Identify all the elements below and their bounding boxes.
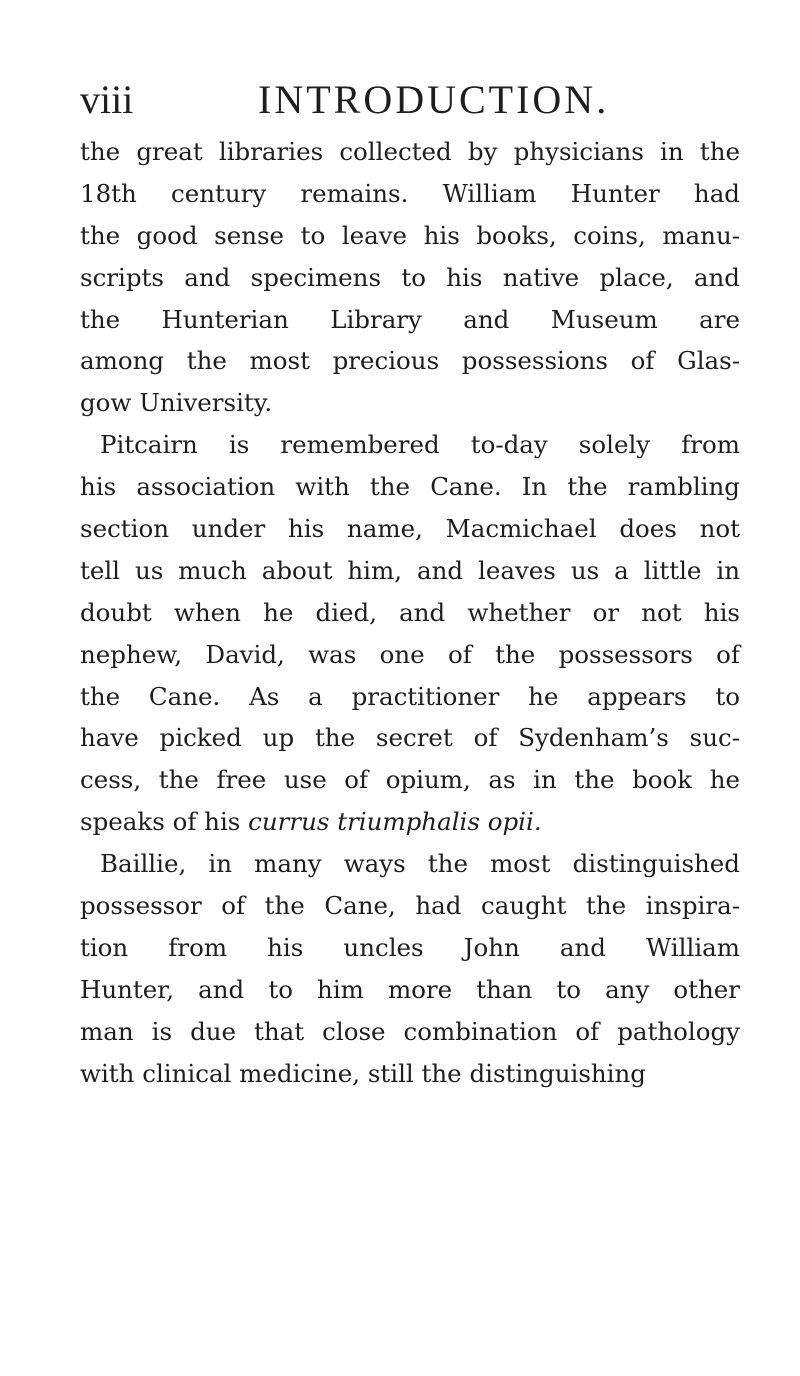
text-line: nephew, David, was one of the possessors of — [80, 639, 740, 669]
text-line: 18th century remains. William Hunter had — [80, 178, 740, 208]
text-line: cess, the free use of opium, as in the book he — [80, 765, 740, 795]
text-line: man is due that close combination of pathology — [80, 1016, 740, 1046]
text-line: Hunter, and to him more than to any other — [80, 974, 740, 1004]
text-line: the good sense to leave his books, coins, manu- — [80, 220, 740, 250]
text-line: the Cane. As a practitioner he appears to — [80, 681, 740, 711]
text-line: scripts and specimens to his native place, and — [80, 262, 740, 292]
running-head — [80, 76, 740, 124]
text-line: tion from his uncles John and William — [80, 932, 740, 962]
text-line: possessor of the Cane, had caught the inspira- — [80, 891, 740, 921]
text-line: tell us much about him, and leaves us a little in — [80, 555, 740, 585]
chapter-title: INTRODUCTION. — [258, 77, 610, 122]
text-line: Pitcairn is remembered to-day solely from — [100, 430, 740, 460]
speaks-prefix: speaks of his — [80, 807, 249, 837]
latin-phrase: currus triumphalis opii. — [248, 807, 542, 837]
text-line: with clinical medicine, still the distinguishing — [80, 1058, 646, 1088]
text-line-speaks — [80, 801, 740, 843]
text-line: his association with the Cane. In the rambling — [80, 472, 740, 502]
text-line: gow University. — [80, 388, 273, 418]
text-line: doubt when he died, and whether or not his — [80, 597, 740, 627]
page-number: viii — [80, 77, 134, 122]
body-text — [80, 131, 740, 1094]
text-line: the great libraries collected by physicians in the — [80, 137, 740, 166]
text-line: Baillie, in many ways the most distinguished — [100, 849, 740, 879]
text-line: section under his name, Macmichael does not — [80, 514, 740, 544]
text-line: among the most precious possessions of Glas- — [80, 346, 740, 376]
text-line: have picked up the secret of Sydenham’s suc- — [80, 723, 740, 753]
text-line: the Hunterian Library and Museum are — [80, 304, 740, 334]
